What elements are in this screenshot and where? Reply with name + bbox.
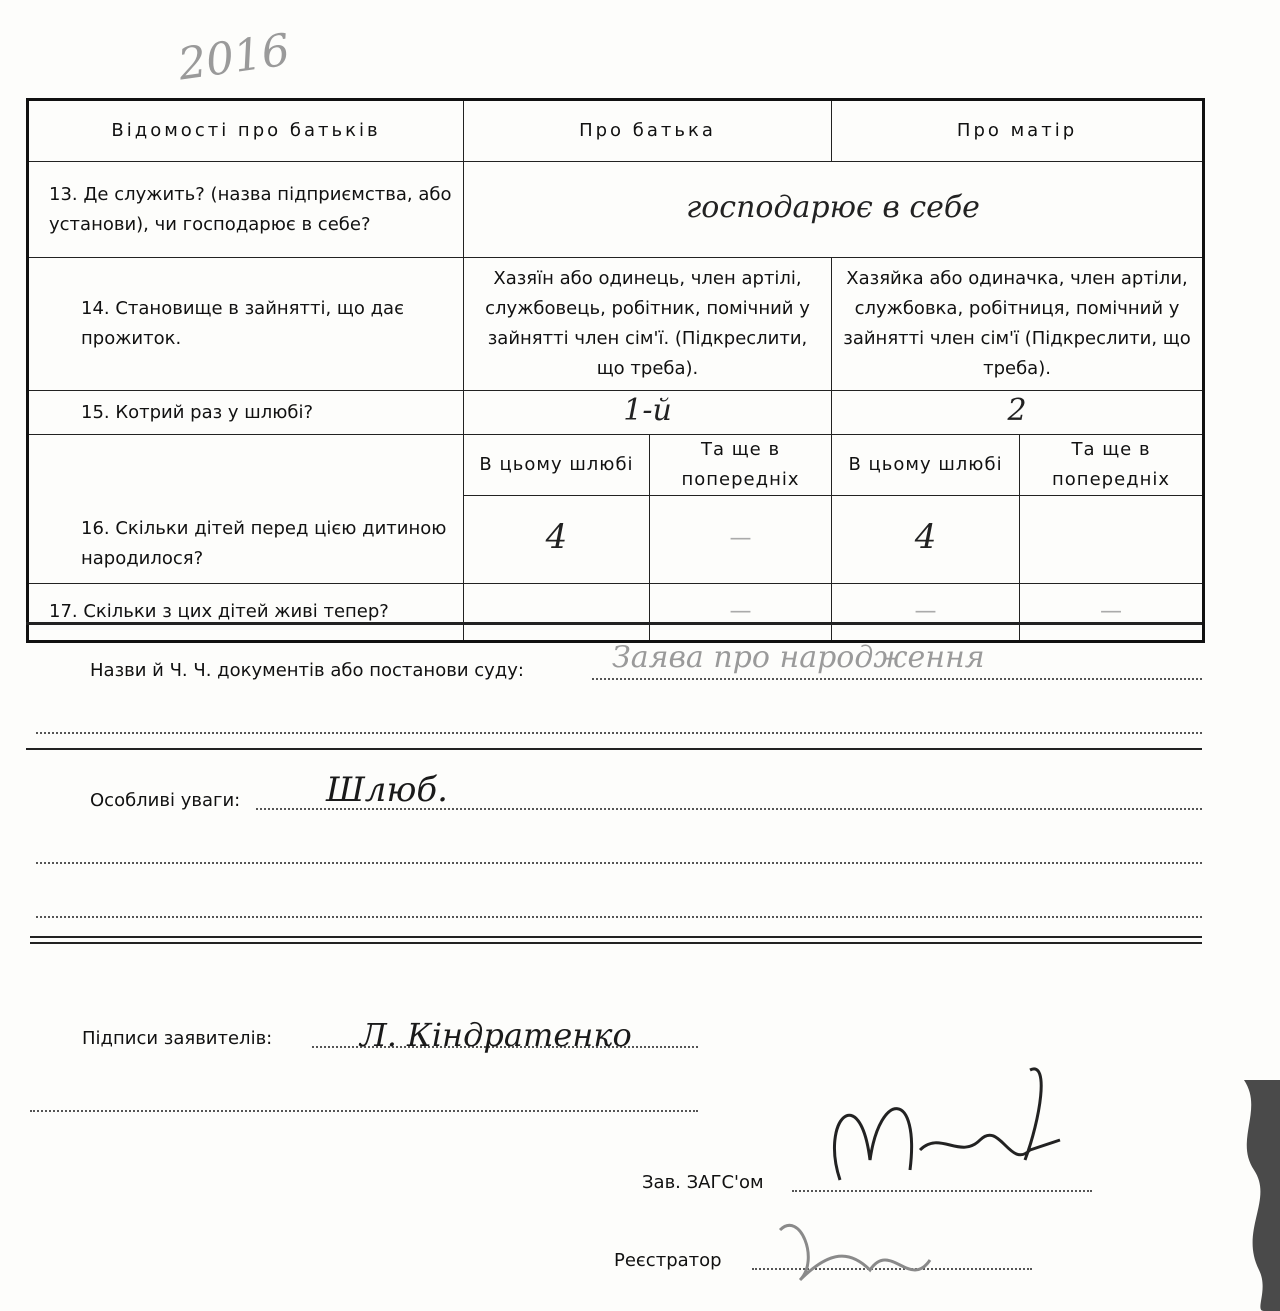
table-subheader-row [28,435,1204,496]
answer-16-father-prev [650,496,832,584]
remarks-line-2 [36,862,1202,864]
subheader-mother-this-marriage: В цьому шлюбі [832,435,1020,496]
documents-value: Заява про народження [612,640,985,675]
answer-15-mother [832,391,1204,435]
remarks-value: Шлюб. [326,770,448,810]
subheader-father-this-marriage: В цьому шлюбі [464,435,650,496]
applicants-signature-value: Л. Кіндратенко [360,1016,632,1054]
section-rule-1 [26,748,1202,750]
answer-16-father-prev-value: — [729,526,752,551]
subheader-father-previous: Та ще в попередніх [650,435,832,496]
table-row [28,584,1204,642]
answer-14-mother: Хазяйка або одиначка, член артіли, службовка, робітниця, помічний у зайнятті член сім'ї (Підкреслити, що треба). [832,258,1204,391]
answer-17-father-this [464,584,650,642]
table-row [28,258,1204,391]
answer-15-mother-value: 2 [1007,392,1027,428]
subheader-mother-previous: Та ще в попередніх [1020,435,1204,496]
answer-17-mother-prev [1020,584,1204,642]
head-signature-label: Зав. ЗАГС'ом [642,1172,764,1193]
answer-13 [464,162,1204,258]
answer-16-mother-prev [1020,496,1204,584]
table-row [28,162,1204,258]
remarks-label: Особливі уваги: [90,790,241,811]
parents-info-table [26,98,1205,643]
answer-16-father-this [464,496,650,584]
ink-stain [1224,1080,1280,1311]
documents-label: Назви й Ч. Ч. документів або постанови суду: [90,660,524,681]
head-signature [800,1060,1100,1200]
table-row [28,391,1204,435]
header-mother: Про матір [832,100,1204,162]
table-header-row [28,100,1204,162]
answer-17-mother-this-value: — [914,598,937,624]
remarks-line-3 [36,916,1202,918]
question-16: 16. Скільки дітей перед цією дитиною народилося? [28,435,464,584]
registrar-label: Реєстратор [614,1250,722,1271]
question-15: 15. Котрий раз у шлюбі? [28,391,464,435]
question-14: 14. Становище в зайнятті, що дає прожиток. [28,258,464,391]
registrar-signature [760,1200,960,1300]
answer-16-father-this-value: 4 [545,516,568,557]
answer-17-mother-this [832,584,1020,642]
answer-17-mother-prev-value: — [1100,598,1123,624]
documents-line-1 [592,678,1202,680]
answer-13-value: господарює в себе [686,189,980,225]
table-bottom-rule [26,622,1202,625]
header-father: Про батька [464,100,832,162]
question-17: 17. Скільки з цих дітей живі тепер? [28,584,464,642]
applicants-signature-label: Підписи заявителів: [82,1028,273,1049]
answer-17-father-prev-value: — [729,598,752,624]
answer-17-father-prev [650,584,832,642]
answer-15-father [464,391,832,435]
archive-number: 2016 [174,24,293,91]
answer-16-mother-this-value: 4 [914,516,937,557]
header-parents-info: Відомості про батьків [28,100,464,162]
section-double-rule [30,936,1202,944]
question-13: 13. Де служить? (назва підприємства, або установи), чи господарює в себе? [28,162,464,258]
documents-line-2 [36,732,1202,734]
answer-14-father: Хазяїн або одинець, член артілі, службовець, робітник, помічний у зайнятті член сім'ї. (Підкреслити, що треба). [464,258,832,391]
answer-16-mother-this [832,496,1020,584]
answer-15-father-value: 1-й [623,392,672,428]
applicants-signature-line-2 [30,1110,698,1112]
